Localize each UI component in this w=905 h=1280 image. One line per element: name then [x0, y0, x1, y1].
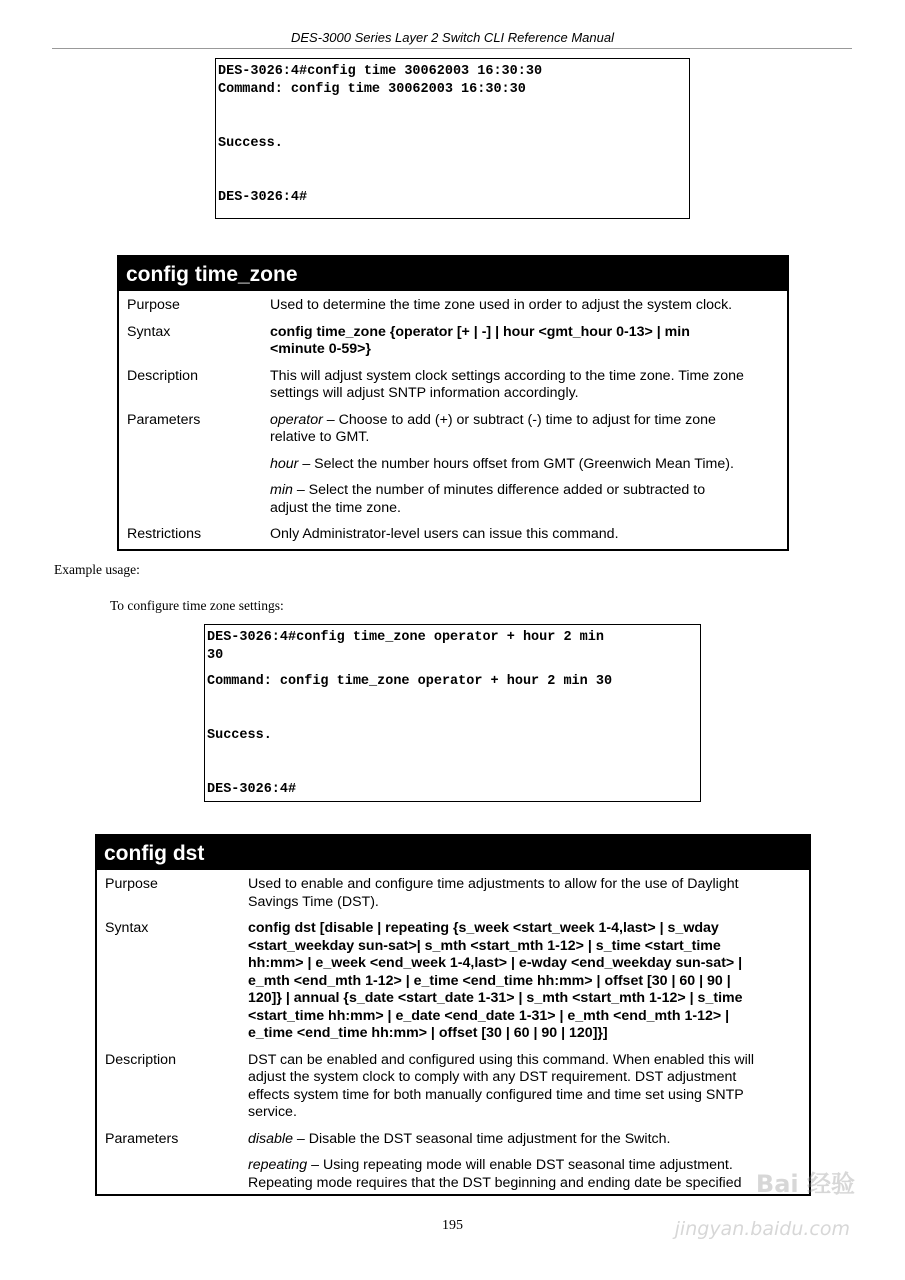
code-line: DES-3026:4# — [207, 782, 297, 797]
param-desc: – Select the number of minutes difference added or subtracted to — [292, 482, 706, 498]
description-row — [97, 1052, 809, 1122]
code-line — [207, 763, 700, 781]
code-block-config-time-zone — [204, 624, 701, 802]
syntax-line: e_mth <end_mth 1-12> | e_time <end_time hh:mm> | offset [30 | 60 | 90 | — [248, 972, 731, 989]
code-line — [218, 117, 689, 135]
page-number: 195 — [442, 1218, 463, 1233]
row-value — [270, 368, 779, 403]
purpose-line: Used to enable and configure time adjustments to allow for the use of Daylight — [248, 876, 739, 892]
syntax-row — [97, 920, 809, 1043]
code-line — [218, 153, 689, 171]
syntax-line: config time_zone {operator [+ | -] | hour <gmt_hour 0-13> | min — [270, 323, 690, 340]
row-value — [248, 1052, 801, 1122]
param-repeating — [248, 1157, 801, 1175]
row-value: Only Administrator-level users can issue this command. — [270, 526, 619, 542]
description-row — [119, 368, 787, 403]
syntax-line: <start_time hh:mm> | e_date <end_date 1-31> | e_mth <end_mth 1-12> | — [248, 1007, 730, 1024]
parameters-row — [97, 1131, 809, 1193]
code-line: DES-3026:4#config time_zone operator + hour 2 min — [207, 630, 604, 645]
code-block-config-time — [215, 58, 690, 219]
row-label: Parameters — [105, 1130, 179, 1147]
code-line — [207, 691, 700, 709]
example-usage-label: Example usage: — [54, 562, 140, 577]
code-line — [218, 171, 689, 189]
param-name: operator — [270, 411, 323, 428]
restrictions-row — [119, 526, 787, 544]
row-label: Syntax — [127, 323, 171, 340]
code-line: Success. — [218, 136, 283, 151]
description-line: settings will adjust SNTP information accordingly. — [270, 385, 579, 401]
param-disable — [248, 1131, 801, 1149]
syntax-line: e_time <end_time hh:mm> | offset [30 | 60 | 90 | 120]}] — [248, 1025, 608, 1041]
syntax-line: <start_weekday sun-sat>| s_mth <start_mth 1-12> | s_time <start_time — [248, 937, 721, 954]
row-label: Restrictions — [127, 526, 202, 542]
description-line: effects system time for both manually configured time and time set using SNTP — [248, 1086, 744, 1103]
param-operator — [270, 412, 779, 430]
code-line — [207, 709, 700, 727]
param-desc: – Choose to add (+) or subtract (-) time to adjust for time zone — [322, 411, 716, 428]
param-desc: – Disable the DST seasonal time adjustment for the Switch. — [292, 1130, 671, 1147]
row-label: Purpose — [127, 297, 180, 313]
code-line: DES-3026:4#config time 30062003 16:30:30 — [218, 64, 543, 79]
param-name: disable — [248, 1130, 293, 1147]
description-line: DST can be enabled and configured using this command. When enabled this will — [248, 1051, 755, 1068]
watermark-logo: Bai 经验 — [755, 1170, 855, 1198]
code-line: Command: config time_zone operator + hour 2 min 30 — [207, 674, 613, 689]
syntax-line: 120]} | annual {s_date <start_date 1-31> | s_mth <start_mth 1-12> | s_time — [248, 990, 743, 1006]
row-value — [270, 324, 779, 359]
param-name: repeating — [248, 1157, 308, 1173]
code-line — [207, 745, 700, 763]
command-title: config time_zone — [119, 257, 787, 291]
description-line: This will adjust system clock settings according to the time zone. Time zone — [270, 367, 744, 384]
row-label: Syntax — [105, 920, 149, 936]
param-min-cont: adjust the time zone. — [270, 499, 401, 516]
page-header: DES-3000 Series Layer 2 Switch CLI Reference Manual — [291, 30, 614, 45]
param-operator-cont: relative to GMT. — [270, 429, 370, 445]
syntax-row — [119, 324, 787, 359]
code-line: Success. — [207, 728, 272, 743]
param-name: min — [270, 482, 293, 498]
command-table-time-zone — [117, 255, 789, 551]
code-line: Command: config time 30062003 16:30:30 — [218, 82, 526, 97]
row-label: Purpose — [105, 876, 158, 892]
purpose-row — [97, 876, 809, 911]
command-title: config dst — [97, 836, 809, 870]
row-value — [248, 920, 801, 1043]
description-line: service. — [248, 1104, 297, 1120]
row-value — [248, 876, 801, 911]
watermark-url: jingyan.baidu.com — [674, 1218, 850, 1240]
param-repeating-cont: Repeating mode requires that the DST beginning and ending date be specified — [248, 1174, 742, 1191]
row-label: Description — [127, 367, 198, 384]
code-line: DES-3026:4# — [218, 190, 308, 205]
header-rule — [52, 48, 852, 49]
description-line: adjust the system clock to comply with any DST requirement. DST adjustment — [248, 1069, 737, 1085]
syntax-line: config dst [disable | repeating {s_week <start_week 1-4,last> | s_wday — [248, 920, 719, 936]
syntax-line: hh:mm> | e_week <end_week 1-4,last> | e-wday <end_weekday sun-sat> | — [248, 955, 743, 971]
param-desc: – Using repeating mode will enable DST seasonal time adjustment. — [307, 1157, 733, 1173]
command-table-dst — [95, 834, 811, 1196]
row-value: Used to determine the time zone used in order to adjust the system clock. — [270, 297, 733, 313]
param-desc: – Select the number hours offset from GMT (Greenwich Mean Time). — [298, 455, 734, 472]
row-value — [248, 1131, 801, 1193]
row-label: Description — [105, 1051, 176, 1068]
purpose-line: Savings Time (DST). — [248, 893, 379, 910]
code-line — [218, 99, 689, 117]
param-hour — [270, 456, 779, 474]
param-name: hour — [270, 455, 299, 472]
row-label: Parameters — [127, 411, 201, 428]
syntax-line: <minute 0-59>} — [270, 341, 371, 357]
code-line: 30 — [207, 648, 224, 663]
example-caption: To configure time zone settings: — [110, 598, 284, 613]
param-min — [270, 482, 779, 500]
parameters-row — [119, 412, 787, 518]
purpose-row — [119, 297, 787, 315]
row-value — [270, 412, 779, 518]
